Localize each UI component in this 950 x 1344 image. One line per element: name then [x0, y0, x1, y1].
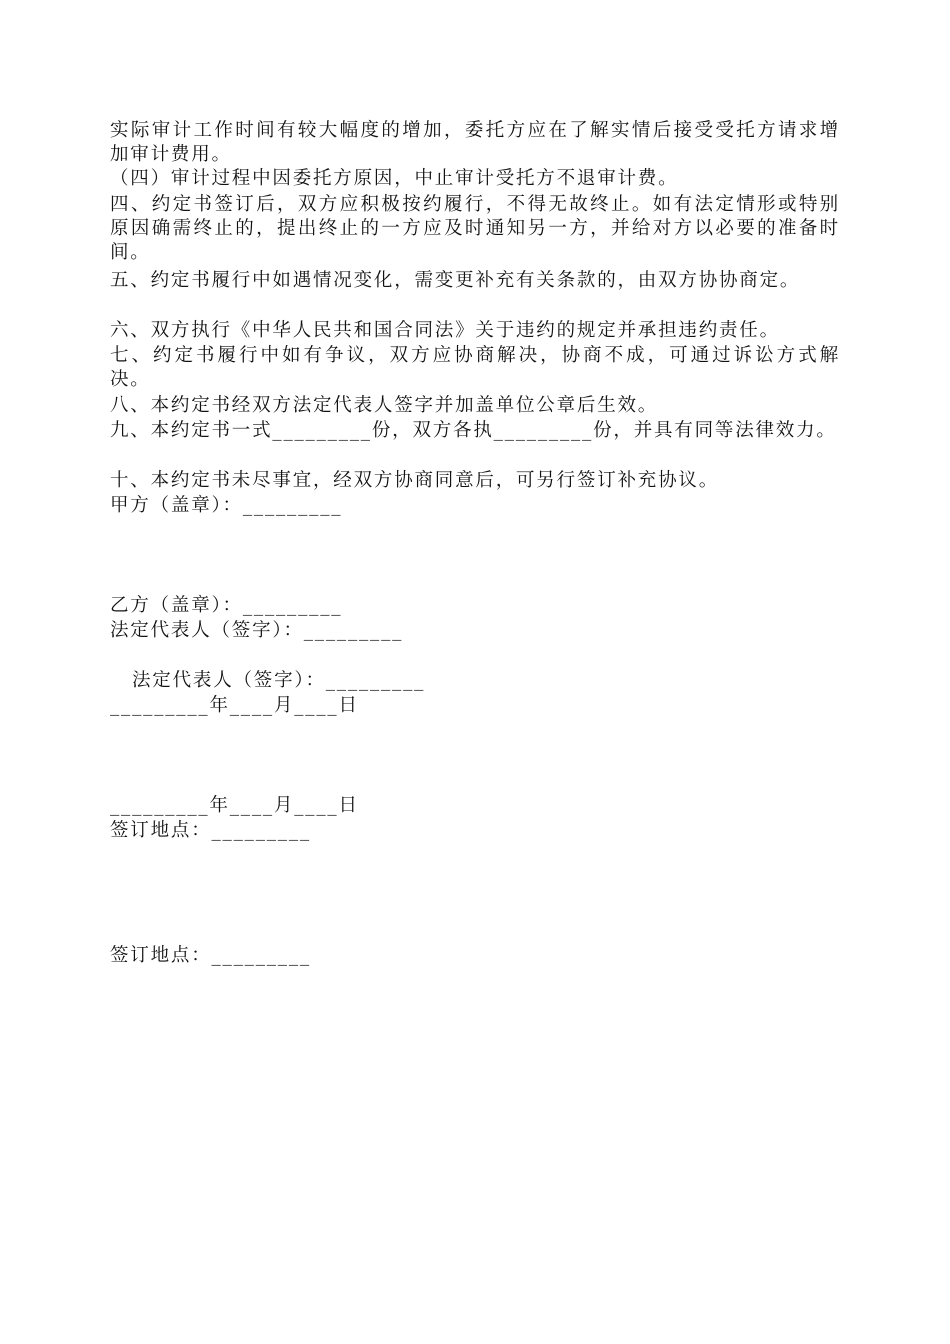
paragraph-clause-4: 四、约定书签订后，双方应积极按约履行，不得无故终止。如有法定情形或特别原因确需终止的，提出终止的一方应及时通知另一方，并给对方以必要的准备时间。	[110, 194, 840, 263]
party-a-seal-line: 甲方（盖章）：_________	[110, 495, 343, 516]
paragraph-clause-10: 十、本约定书未尽事宜，经双方协商同意后，可另行签订补充协议。	[110, 470, 720, 491]
paragraph-clause-8: 八、本约定书经双方法定代表人签字并加盖单位公章后生效。	[110, 395, 659, 416]
paragraph-clause-4-sub: （四）审计过程中因委托方原因，中止审计受托方不退审计费。	[110, 168, 679, 189]
date-line-2: _________年____月____日	[110, 795, 359, 816]
paragraph-clause-7: 七、约定书履行中如有争议，双方应协商解决，协商不成，可通过诉讼方式解决。	[110, 345, 840, 390]
paragraph-clause-6: 六、双方执行《中华人民共和国合同法》关于违约的规定并承担违约责任。	[110, 320, 780, 341]
party-b-seal-line: 乙方（盖章）：_________	[110, 595, 343, 616]
legal-rep-signature-line-2: 法定代表人（签字）：_________	[132, 670, 426, 691]
signing-place-line-1: 签订地点：_________	[110, 820, 311, 841]
paragraph-audit-fee-increase: 实际审计工作时间有较大幅度的增加，委托方应在了解实情后接受受托方请求增加审计费用。	[110, 120, 840, 165]
legal-rep-signature-line-1: 法定代表人（签字）：_________	[110, 620, 404, 641]
paragraph-clause-5: 五、约定书履行中如遇情况变化，需变更补充有关条款的，由双方协协商定。	[110, 270, 801, 291]
paragraph-clause-9: 九、本约定书一式_________份，双方各执_________份，并具有同等法律效力。	[110, 420, 837, 441]
date-line-1: _________年____月____日	[110, 695, 359, 716]
signing-place-line-2: 签订地点：_________	[110, 945, 311, 966]
